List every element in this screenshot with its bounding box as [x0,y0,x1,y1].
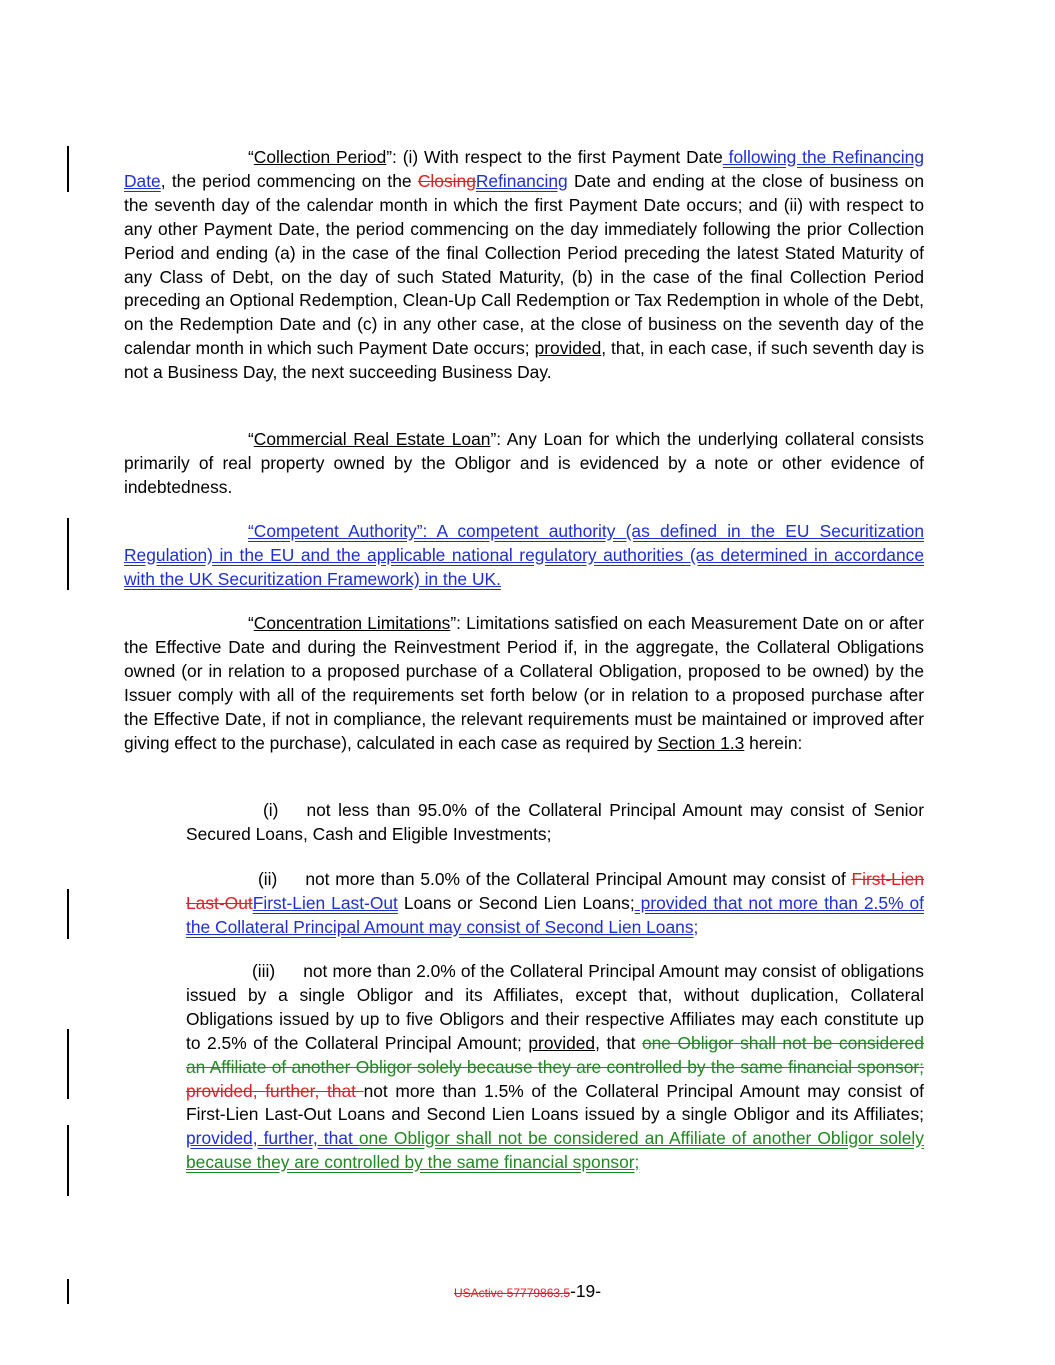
deleted-text: provided [186,1080,253,1101]
defined-term: Commercial Real Estate Loan [253,429,491,449]
deleted-text: further [265,1080,315,1101]
provided-term: provided [534,338,602,359]
inserted-text: Refinancing [475,170,568,191]
section-reference: Section 1.3 [657,732,745,753]
provided-term: provided [528,1032,596,1053]
limitation-item-i: (i) not less than 95.0% of the Collateral Principal Amount may consist of Senior Secured Loans, Cash and Eligible Investments; [186,800,924,844]
deleted-text: Closing [417,170,476,191]
defined-term: Concentration Limitations [253,613,451,633]
deleted-text: First-Lien Last-Out [186,869,924,913]
limitation-item-ii: (ii) not more than 5.0% of the Collateral Principal Amount may consist of First-Lien Last-OutFirst-Lien Last-Out Loans or Second Lien Loans; provided that not more than 2.5% of the Collateral Principal Amount may consist of Second Lien Loans; [186,869,925,937]
change-bar [67,889,69,939]
change-bar [67,1125,69,1196]
inserted-text: “Competent Authority”: A competent authority (as defined in the EU Securitization Regulation) in the EU and the applicable national regulatory authorities (as determined in accordance with the UK Securitization Framework) in the UK. [124,521,924,589]
definition-collection-period: “Collection Period”: (i) With respect to the first Payment Date following the Refinancing Date, the period commencing on the ClosingRefinancing Date and ending at the close of business on the seventh day of the calendar month in which the first Payment Date occurs; and (ii) with respect to any other Payment Date, the period commencing on the day immediately following the prior Collection Period and ending (a) in the case of the final Collection Period preceding the latest Stated Maturity of any Class of Debt, on the day of such Stated Maturity, (b) in the case of the final Collection Period preceding an Optional Redemption, Clean-Up Call Redemption or Tax Redemption in whole of the Debt, on the Redemption Date and (c) in any other case, at the close of business on the seventh day of the calendar month in which such Payment Date occurs; provided, that, in each case, if such seventh day is not a Business Day, the next succeeding Business Day. [124,147,925,383]
inserted-text: following the Refinancing Date [124,147,925,191]
change-bar [67,1029,69,1099]
page-number: -19- [570,1281,602,1301]
limitation-item-iii: (iii) not more than 2.0% of the Collateral Principal Amount may consist of obligations issued by a single Obligor and its Affiliates, except that, without duplication, Collateral Obligations issued by up to five Obligors and their respective Affiliates may each constitute up to 2.5% of the Collateral Principal Amount; provided, that one Obligor shall not be considered an Affiliate of another Obligor solely because they are controlled by the same financial sponsor; provided, further, that not more than 1.5% of the Collateral Principal Amount may consist of First-Lien Last-Out Loans and Second Lien Loans issued by a single Obligor and its Affiliates; provided, further, that one Obligor shall not be considered an Affiliate of another Obligor solely because they are controlled by the same financial sponsor; [186,961,925,1173]
item-label: (ii) [258,869,278,889]
deleted-text: , [252,1080,266,1101]
document-id: USActive 57779863.5 [453,1286,571,1300]
definition-competent-authority [124,520,924,592]
inserted-text: First-Lien Last-Out [252,892,398,913]
inserted-text: provided, further, that [186,1128,359,1149]
definition-commercial-real-estate-loan: “Commercial Real Estate Loan”: Any Loan for which the underlying collateral consists primarily of real property owned by the Obligor and is evidenced by a note or other evidence of indebtedness. [124,429,924,497]
item-label: (i) [263,800,279,820]
deleted-text: , that [314,1080,364,1101]
item-label: (iii) [252,961,276,981]
change-bar [67,146,69,192]
inserted-text: provided that not more than 2.5% of the Collateral Principal Amount may consist of Second Lien Loans; [186,892,925,937]
defined-term: Collection Period [253,147,387,167]
definition-concentration-limitations: “Concentration Limitations”: Limitations satisfied on each Measurement Date on or after the Effective Date and during the Reinvestment Period if, in the aggregate, the Collateral Obligations owned (or in relation to a proposed purchase of a Collateral Obligation, proposed to be owned) by the Issuer comply with all of the requirements set forth below (or in relation to a proposed purchase after the Effective Date, if not in compliance, the relevant requirements must be maintained or improved after giving effect to the purchase), calculated in each case as required by Section 1.3 herein: [124,613,925,753]
page-footer [0,1281,1055,1302]
moved-from-text: one Obligor shall not be considered an Affiliate of another Obligor solely because they are controlled by the same financial sponsor; [186,1032,924,1077]
change-bar [67,518,69,590]
moved-to-text: one Obligor shall not be considered an Affiliate of another Obligor solely because they are controlled by the same financial sponsor; [186,1128,924,1173]
